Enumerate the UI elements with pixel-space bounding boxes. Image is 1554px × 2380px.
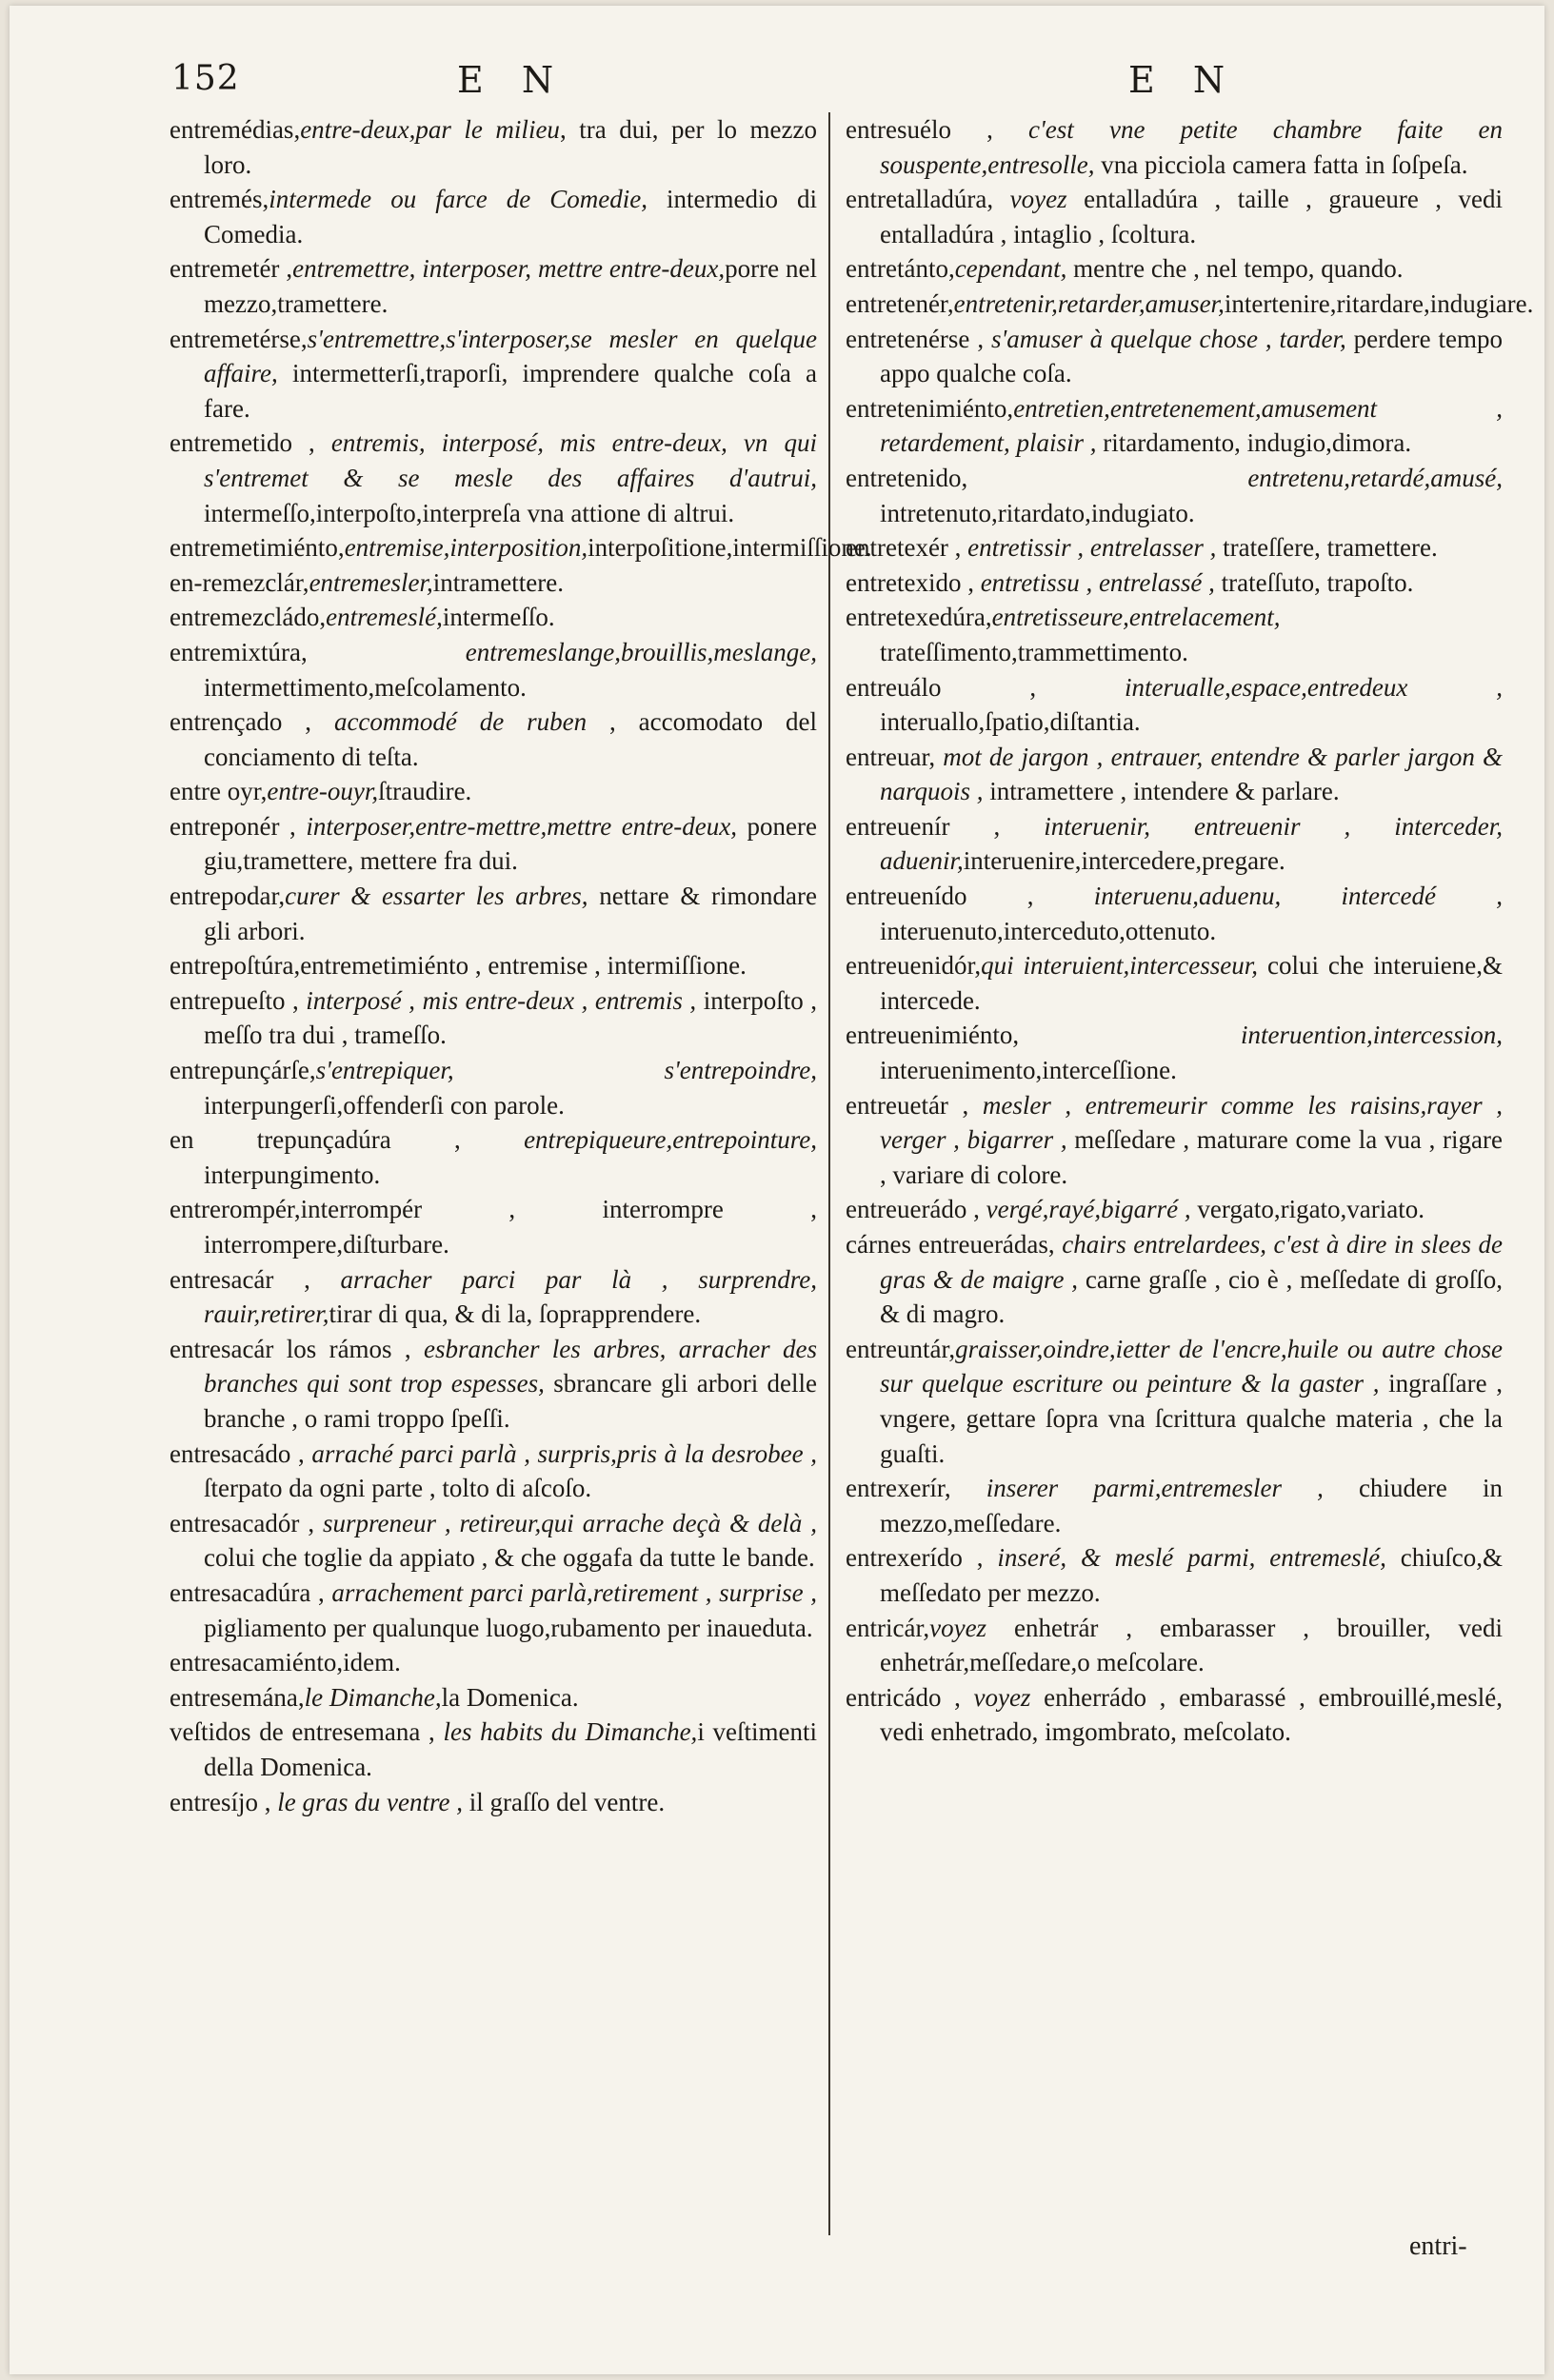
entry-italian-gloss: enhetrár , embarasser , brouiller, vedi enhetrár,meſſedare,o meſcolare. bbox=[880, 1613, 1503, 1677]
entry-headword: entricádo , bbox=[846, 1682, 974, 1712]
entry-italian-gloss: intertenire,ritardare,indugiare. bbox=[1224, 288, 1534, 318]
entry-headword: entremetido , bbox=[169, 428, 331, 458]
dictionary-entry bbox=[169, 1785, 817, 1820]
entry-headword: entricár, bbox=[846, 1613, 930, 1642]
entry-french-gloss: graisser,oindre,ietter de l'encre,huile ou autre chose sur quelque escriture ou peinture & la gaster , bbox=[880, 1334, 1503, 1398]
entry-italian-gloss: intretenuto,ritardato,indugiato. bbox=[880, 498, 1195, 527]
dictionary-entry bbox=[169, 426, 817, 530]
entry-french-gloss: entretenu,retardé,amusé, bbox=[1247, 463, 1503, 492]
dictionary-entry bbox=[846, 322, 1503, 391]
entry-headword: entrexerído , bbox=[846, 1543, 998, 1573]
catchword: entri- bbox=[1409, 2231, 1467, 2261]
entry-italian-gloss: intermetterſi,traporſi, imprendere qualche coſa a fare. bbox=[204, 359, 817, 423]
entry-french-gloss: inseré, & meslé parmi, entremeslé, bbox=[997, 1543, 1386, 1573]
left-column bbox=[169, 112, 872, 1819]
entry-french-gloss: interuenir, entreuenir , interceder, aduenir, bbox=[880, 811, 1504, 876]
entry-italian-gloss: idem. bbox=[343, 1648, 401, 1677]
entry-italian-gloss: interrompér , interrompre , interrompere,diſturbare. bbox=[204, 1195, 817, 1259]
entry-headword: entretexido , bbox=[846, 567, 981, 597]
entry-french-gloss: entretenir,retarder,amuser, bbox=[953, 288, 1225, 318]
entry-french-gloss: interuention,intercession, bbox=[1241, 1021, 1503, 1050]
entry-headword: entremédias, bbox=[169, 115, 301, 144]
entry-french-gloss: entretisseure,entrelacement, bbox=[991, 603, 1281, 632]
entry-french-gloss: vergé,rayé,bigarré , bbox=[986, 1195, 1191, 1224]
dictionary-entry bbox=[169, 112, 817, 182]
dictionary-entry bbox=[846, 670, 1503, 740]
entry-italian-gloss: interuenire,intercedere,pregare. bbox=[963, 846, 1285, 876]
entry-french-gloss: entremise,interposition, bbox=[344, 533, 588, 563]
dictionary-entry bbox=[169, 1680, 817, 1716]
dictionary-entry bbox=[846, 740, 1503, 809]
dictionary-entry bbox=[846, 530, 1503, 565]
dictionary-entry bbox=[846, 879, 1503, 948]
entry-french-gloss: arraché parci parlà , surpris,pris à la desrobee , bbox=[311, 1438, 817, 1468]
dictionary-entry bbox=[169, 948, 817, 983]
entry-headword: entretexér , bbox=[846, 533, 968, 563]
entry-italian-gloss: interpoſto , meſſo tra dui , trameſſo. bbox=[204, 985, 817, 1050]
entry-italian-gloss: il graſſo del ventre. bbox=[462, 1787, 666, 1816]
entry-headword: veſtidos de entresemana , bbox=[169, 1717, 444, 1747]
entry-french-gloss: entretissir , entrelasser , bbox=[967, 533, 1217, 563]
entry-italian-gloss: interpungimento. bbox=[204, 1160, 381, 1189]
entry-italian-gloss: colui che interuiene,& intercede. bbox=[880, 951, 1503, 1015]
dictionary-entry bbox=[169, 809, 817, 879]
dictionary-entry bbox=[169, 1262, 817, 1332]
dictionary-entry bbox=[169, 565, 817, 601]
entry-headword: entretenér, bbox=[846, 288, 954, 318]
entry-italian-gloss: carne graſſe , cio è , meſſedate di groſſo, & di magro. bbox=[880, 1264, 1503, 1329]
entry-french-gloss: entrepiqueure,entrepointure, bbox=[524, 1125, 817, 1155]
entry-italian-gloss: interpungerſi,offenderſi con parole. bbox=[204, 1090, 565, 1120]
entry-italian-gloss: colui che toglie da appiato , & che oggafa da tutte le bande. bbox=[204, 1543, 815, 1573]
entry-headword: entretenérse , bbox=[846, 324, 991, 353]
entry-headword: entreuar, bbox=[846, 742, 944, 771]
entry-headword: entreuálo , bbox=[846, 672, 1125, 702]
entry-italian-gloss: ſterpato da ogni parte , tolto di aſcoſo. bbox=[204, 1474, 592, 1503]
entry-italian-gloss: tirar di qua, & di la, ſoprapprendere. bbox=[329, 1299, 702, 1329]
entry-italian-gloss: porre nel mezzo,tramettere. bbox=[204, 254, 817, 318]
dictionary-entry bbox=[169, 983, 817, 1053]
entry-headword: entresacár , bbox=[169, 1264, 341, 1294]
entry-french-gloss: s'entremettre,s'interposer,se mesler en quelque affaire, bbox=[204, 324, 817, 388]
entry-french-gloss: surpreneur , retireur,qui arrache deçà & delà , bbox=[322, 1508, 817, 1537]
entry-french-gloss: le gras du ventre , bbox=[277, 1787, 463, 1816]
entry-french-gloss: voyez bbox=[929, 1613, 987, 1642]
entry-italian-gloss: vergato,rigato,variato. bbox=[1190, 1195, 1425, 1224]
entry-italian-gloss: intermeſſo. bbox=[442, 603, 555, 632]
entry-french-gloss: cependant, bbox=[954, 254, 1067, 284]
dictionary-entry bbox=[169, 600, 817, 635]
dictionary-entry bbox=[169, 1192, 817, 1261]
entry-italian-gloss: ritardamento, indugio,dimora. bbox=[1096, 428, 1412, 458]
entry-headword: entremetimiénto, bbox=[169, 533, 345, 563]
dictionary-entry bbox=[169, 704, 817, 774]
entry-headword: entrençado , bbox=[169, 707, 334, 737]
entry-italian-gloss: enherrádo , embarassé , embrouillé,meslé, vedi enhetrado, imgombrato, meſcolato. bbox=[880, 1682, 1503, 1747]
entry-headword: en trepunçadúra , bbox=[169, 1125, 525, 1155]
entry-headword: entresacár los rámos , bbox=[169, 1334, 424, 1363]
dictionary-entry bbox=[169, 1053, 817, 1122]
entry-french-gloss: s'amuser à quelque chose , tarder, bbox=[990, 324, 1346, 353]
entry-italian-gloss: , tra dui, per lo mezzo loro. bbox=[204, 115, 817, 179]
entry-italian-gloss: la Domenica. bbox=[441, 1682, 579, 1712]
entry-headword: entremezcládo, bbox=[169, 603, 327, 632]
entry-french-gloss: accommodé de ruben bbox=[333, 707, 588, 737]
dictionary-entry bbox=[169, 635, 817, 704]
entry-italian-gloss: entremetimiénto , entremise , intermiſſione. bbox=[300, 951, 747, 981]
entry-italian-gloss: intramettere. bbox=[432, 567, 564, 597]
entry-italian-gloss: intermedio di Comedia. bbox=[204, 185, 817, 248]
entry-headword: entresuélo , bbox=[846, 115, 1029, 144]
entry-italian-gloss: , accomodato del conciamento di teſta. bbox=[204, 707, 817, 771]
dictionary-entry bbox=[846, 1540, 1503, 1610]
dictionary-entry bbox=[846, 1471, 1503, 1540]
entry-headword: entresíjo , bbox=[169, 1787, 278, 1816]
dictionary-entry bbox=[169, 1437, 817, 1506]
entry-italian-gloss: entalladúra , taille , graueure , vedi entalladúra , intaglio , ſcoltura. bbox=[880, 185, 1503, 248]
entry-french-gloss: les habits du Dimanche, bbox=[443, 1717, 698, 1747]
entry-italian-gloss: trateſſere, tramettere. bbox=[1216, 533, 1438, 563]
dictionary-entry bbox=[846, 1088, 1503, 1193]
entry-headword: entretánto, bbox=[846, 254, 955, 284]
dictionary-entry bbox=[169, 1715, 817, 1784]
dictionary-entry bbox=[169, 182, 817, 251]
entry-french-gloss: entremesler, bbox=[309, 567, 433, 597]
entry-italian-gloss: trateſſimento,trammettimento. bbox=[880, 637, 1188, 666]
entry-headword: entrepueſto , bbox=[169, 985, 307, 1015]
entry-headword: entretenido, bbox=[846, 463, 1248, 492]
entry-french-gloss: chairs entrelardees, c'est à dire in slees de gras & de maigre , bbox=[880, 1230, 1503, 1294]
entry-headword: entremés, bbox=[169, 185, 269, 214]
entry-italian-gloss: interuenimento,interceſſione. bbox=[880, 1056, 1177, 1085]
entry-headword: entrexerír, bbox=[846, 1474, 986, 1503]
entry-italian-gloss: perdere tempo appo qualche coſa. bbox=[880, 324, 1504, 388]
entry-french-gloss: entremis, interposé, mis entre-deux, vn qui s'entremet & se mesle des affaires d'autrui, bbox=[204, 428, 817, 492]
entry-headword: entrerompér, bbox=[169, 1195, 301, 1224]
right-column bbox=[846, 112, 1534, 1750]
dictionary-entry bbox=[169, 879, 817, 948]
entry-italian-gloss: nettare & rimondare gli arbori. bbox=[204, 882, 817, 945]
entry-headword: entreuenír , bbox=[846, 811, 1045, 841]
entry-italian-gloss: ſtraudire. bbox=[378, 777, 472, 806]
entry-french-gloss: voyez bbox=[1009, 185, 1067, 214]
entry-french-gloss: s'entrepiquer, s'entrepoindre, bbox=[315, 1056, 817, 1085]
entry-headword: entreuntár, bbox=[846, 1334, 956, 1363]
dictionary-entry bbox=[846, 1018, 1503, 1087]
dictionary-entry bbox=[846, 809, 1503, 879]
entry-french-gloss: interposé , mis entre-deux , entremis , bbox=[306, 985, 697, 1015]
dictionary-entry bbox=[846, 287, 1534, 322]
entry-headword: entresacadór , bbox=[169, 1508, 323, 1537]
entry-french-gloss: entremeslange,brouillis,meslange, bbox=[465, 637, 817, 666]
entry-headword: entrepoſtúra, bbox=[169, 951, 301, 981]
entry-french-gloss: entre-ouyr, bbox=[267, 777, 379, 806]
dictionary-entry bbox=[846, 112, 1503, 182]
entry-italian-gloss: interpoſitione,intermiſſione. bbox=[588, 533, 872, 563]
dictionary-entry bbox=[169, 1506, 817, 1576]
entry-french-gloss: mot de jargon , entrauer, entendre & parler jargon & narquois , bbox=[880, 742, 1503, 806]
dictionary-entry bbox=[169, 1332, 817, 1437]
entry-italian-gloss: sbrancare gli arbori delle branche , o rami troppo ſpeſſi. bbox=[204, 1369, 817, 1433]
entry-headword: en-remezclár, bbox=[169, 567, 309, 597]
entry-headword: entretexedúra, bbox=[846, 603, 992, 632]
dictionary-entry bbox=[846, 565, 1503, 601]
entry-french-gloss: qui interuient,intercesseur, bbox=[981, 951, 1259, 981]
entry-headword: entresacamiénto, bbox=[169, 1648, 344, 1677]
entry-headword: cárnes entreuerádas, bbox=[846, 1230, 1063, 1259]
page-number: 152 bbox=[171, 59, 240, 98]
entry-italian-gloss: interuallo,ſpatio,diſtantia. bbox=[880, 707, 1141, 737]
entry-italian-gloss: intermeſſo,interpoſto,interpreſa vna attione di altrui. bbox=[204, 498, 735, 527]
entry-french-gloss: entretissu , entrelassé , bbox=[980, 567, 1215, 597]
entry-french-gloss: entremettre, interposer, mettre entre-deux, bbox=[292, 254, 726, 284]
entry-headword: entresemána, bbox=[169, 1682, 305, 1712]
dictionary-entry bbox=[169, 322, 817, 426]
entry-italian-gloss: trateſſuto, trapoſto. bbox=[1214, 567, 1414, 597]
entry-french-gloss: mesler , entremeurir comme les raisins,rayer , verger , bigarrer , bbox=[880, 1090, 1504, 1155]
entry-french-gloss: entremeslé, bbox=[326, 603, 443, 632]
dictionary-entry bbox=[846, 1680, 1503, 1750]
entry-headword: entremixtúra, bbox=[169, 637, 466, 666]
column-divider bbox=[828, 112, 830, 2235]
entry-french-gloss: c'est vne petite chambre faite en souspente,entresolle, bbox=[880, 115, 1504, 179]
page-header bbox=[10, 59, 1544, 107]
entry-italian-gloss: chiuſco,& meſſedato per mezzo. bbox=[880, 1543, 1503, 1607]
dictionary-entry bbox=[846, 948, 1503, 1018]
entry-french-gloss: entre-deux,par le milieu bbox=[300, 115, 560, 144]
entry-headword: entremetérse, bbox=[169, 324, 308, 353]
entry-headword: entrepunçárſe, bbox=[169, 1056, 316, 1085]
entry-italian-gloss: pigliamento per qualunque luogo,rubamento per inaueduta. bbox=[204, 1613, 813, 1642]
right-column-heading: E N bbox=[1128, 59, 1239, 101]
dictionary-entry bbox=[846, 1611, 1503, 1680]
entry-headword: entreuerádo , bbox=[846, 1195, 986, 1224]
entry-headword: entreuetár , bbox=[846, 1090, 983, 1120]
entry-french-gloss: voyez bbox=[973, 1682, 1031, 1712]
entry-headword: entreponér , bbox=[169, 811, 307, 841]
entry-italian-gloss: i veſtimenti della Domenica. bbox=[204, 1717, 817, 1781]
entry-headword: entresacadúra , bbox=[169, 1577, 332, 1607]
entry-italian-gloss: interuenuto,interceduto,ottenuto. bbox=[880, 916, 1217, 945]
entry-italian-gloss: mentre che , nel tempo, quando. bbox=[1066, 254, 1404, 284]
entry-french-gloss: entretien,entretenement,amusement , retardement, plaisir , bbox=[880, 393, 1503, 458]
entry-headword: entreuenidór, bbox=[846, 951, 982, 981]
dictionary-entry bbox=[846, 1332, 1503, 1471]
entry-headword: entretalladúra, bbox=[846, 185, 1010, 214]
left-column-heading: E N bbox=[457, 59, 568, 101]
entry-french-gloss: arracher parci par là , surprendre, rauir,retirer, bbox=[204, 1264, 817, 1329]
dictionary-entry bbox=[169, 774, 817, 809]
entry-italian-gloss: vna picciola camera fatta in ſoſpeſa. bbox=[1094, 149, 1468, 179]
entry-french-gloss: arrachement parci parlà,retirement , surprise , bbox=[331, 1577, 817, 1607]
dictionary-entry bbox=[169, 1576, 817, 1645]
entry-headword: entremetér , bbox=[169, 254, 293, 284]
entry-headword: entresacádo , bbox=[169, 1438, 312, 1468]
entry-italian-gloss: intermettimento,meſcolamento. bbox=[204, 672, 527, 702]
entry-french-gloss: interposer,entre-mettre,mettre entre-deux, bbox=[306, 811, 737, 841]
entry-italian-gloss: intramettere , intendere & parlare. bbox=[983, 777, 1340, 806]
dictionary-page bbox=[10, 6, 1544, 2374]
entry-italian-gloss: ingraſſare , vngere, gettare ſopra vna ſcrittura qualche materia , che la guaſti. bbox=[880, 1369, 1503, 1468]
entry-french-gloss: inserer parmi,entremesler , bbox=[986, 1474, 1324, 1503]
dictionary-entry bbox=[169, 1122, 817, 1192]
entry-french-gloss: curer & essarter les arbres, bbox=[285, 882, 588, 911]
entry-french-gloss: interualle,espace,entredeux , bbox=[1124, 672, 1503, 702]
dictionary-entry bbox=[846, 600, 1503, 669]
dictionary-entry bbox=[846, 391, 1503, 461]
dictionary-entry bbox=[846, 461, 1503, 530]
entry-italian-gloss: ponere giu,tramettere, mettere fra dui. bbox=[204, 811, 818, 876]
entry-headword: entreuenimiénto, bbox=[846, 1021, 1242, 1050]
dictionary-entry bbox=[846, 1227, 1503, 1332]
entry-headword: entreuenído , bbox=[846, 882, 1094, 911]
entry-headword: entretenimiénto, bbox=[846, 393, 1014, 423]
dictionary-entry bbox=[169, 530, 872, 565]
entry-french-gloss: intermede ou farce de Comedie, bbox=[269, 185, 648, 214]
entry-french-gloss: le Dimanche, bbox=[304, 1682, 442, 1712]
entry-headword: entre oyr, bbox=[169, 777, 268, 806]
entry-italian-gloss: chiudere in mezzo,meſſedare. bbox=[880, 1474, 1503, 1537]
dictionary-entry bbox=[846, 251, 1503, 287]
entry-italian-gloss: meſſedare , maturare come la vua , rigare , variare di colore. bbox=[880, 1125, 1503, 1189]
entry-french-gloss: interuenu,aduenu, intercedé , bbox=[1093, 882, 1504, 911]
dictionary-entry bbox=[846, 1192, 1503, 1227]
dictionary-entry bbox=[846, 182, 1503, 251]
entry-headword: entrepodar, bbox=[169, 882, 286, 911]
dictionary-entry bbox=[169, 1645, 817, 1680]
entry-french-gloss: esbrancher les arbres, arracher des branches qui sont trop espesses, bbox=[204, 1334, 818, 1398]
dictionary-entry bbox=[169, 251, 817, 321]
